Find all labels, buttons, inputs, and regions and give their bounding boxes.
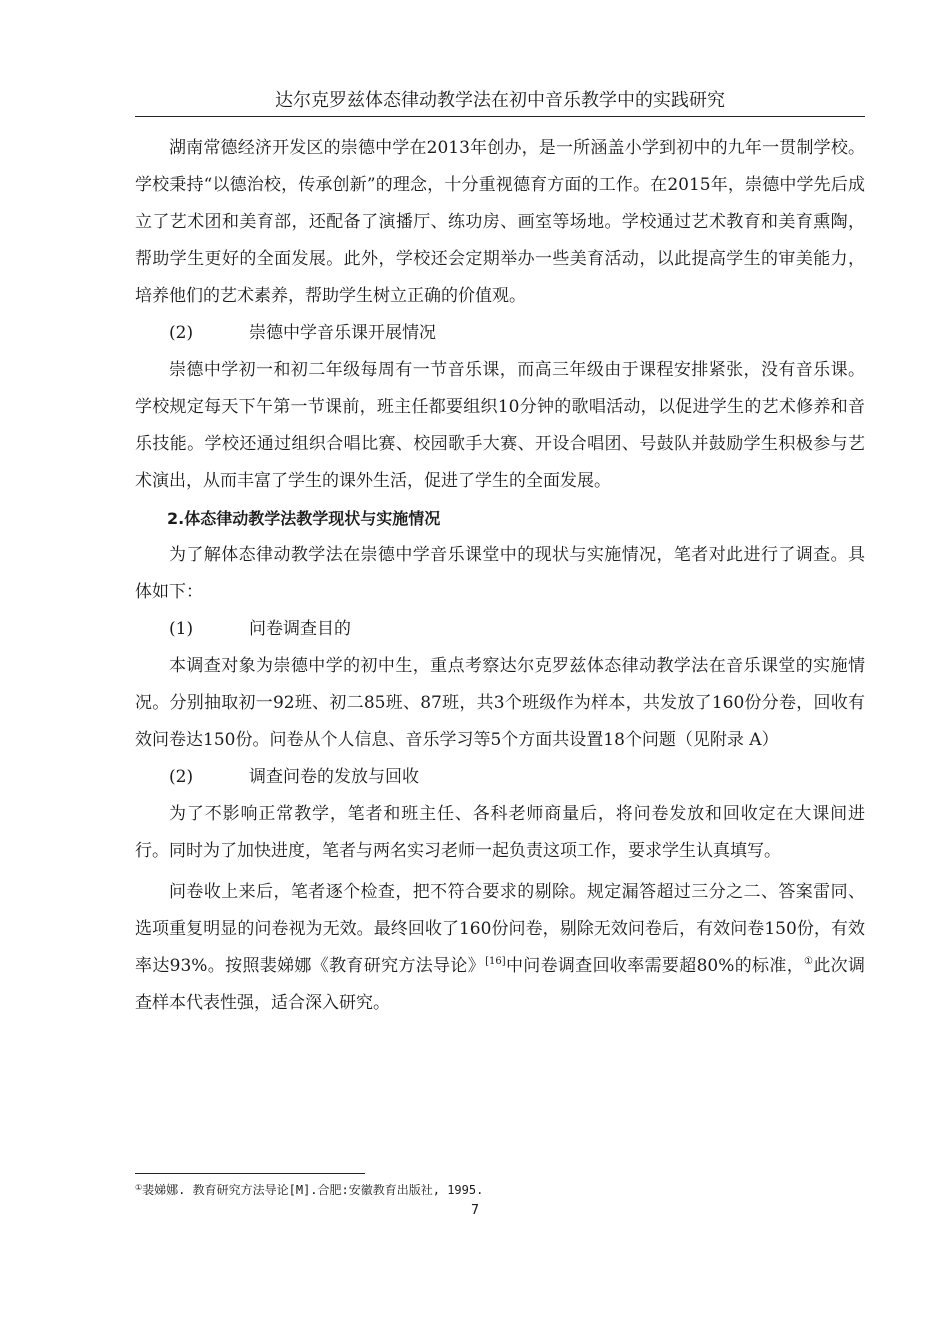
footnote-text: 裴娣娜. 教育研究方法导论[M].合肥:安徽教育出版社, 1995. bbox=[142, 1183, 484, 1197]
citation-reference: [16] bbox=[485, 956, 506, 967]
list-item-label: 问卷调查目的 bbox=[249, 619, 351, 639]
results-text-part-1: 问卷收上来后，笔者逐个检查，把不符合要求的剔除。规定漏答超过三分之二、答案雷同、选项重复明显的问卷视为无效。最终回收了160份问卷，剔除无效问卷后，有效问卷150份，有效率达93%。按照裴娣娜《教育研究方法导论》 bbox=[135, 882, 865, 976]
list-item-label: 调查问卷的发放与回收 bbox=[249, 767, 419, 787]
results-text-part-2: 中问卷调查回收率需要超80%的标准， bbox=[505, 956, 805, 976]
list-item-number: (2) bbox=[169, 767, 194, 787]
page-number: 7 bbox=[470, 1203, 480, 1218]
footnote bbox=[135, 1181, 865, 1199]
paragraph-survey-results bbox=[135, 874, 865, 1022]
paragraph-survey-purpose: 本调查对象为崇德中学的初中生，重点考察达尔克罗兹体态律动教学法在音乐课堂的实施情况。分别抽取初一92班、初二85班、87班，共3个班级作为样本，共发放了160份分卷，回收有效问卷达150份。问卷从个人信息、音乐学习等5个方面共设置18个问题（见附录 A） bbox=[135, 656, 865, 750]
paragraph-survey-distribution: 为了不影响正常教学，笔者和班主任、各科老师商量后，将问卷发放和回收定在大课间进行。同时为了加快进度，笔者与两名实习老师一起负责这项工作，要求学生认真填写。 bbox=[135, 804, 865, 861]
body-text bbox=[135, 130, 865, 1022]
footnote-divider bbox=[135, 1173, 365, 1174]
header-title: 达尔克罗兹体态律动教学法在初中音乐教学中的实践研究 bbox=[275, 90, 725, 111]
footnote-marker: ① bbox=[804, 956, 814, 967]
paragraph-music-class: 崇德中学初一和初二年级每周有一节音乐课，而高三年级由于课程安排紧张，没有音乐课。学校规定每天下午第一节课前，班主任都要组织10分钟的歌唱活动，以促进学生的艺术修养和音乐技能。学校还通过组织合唱比赛、校园歌手大赛、开设合唱团、号鼓队并鼓励学生积极参与艺术演出，从而丰富了学生的课外生活，促进了学生的全面发展。 bbox=[135, 360, 865, 491]
section-heading: 2.体态律动教学法教学现状与实施情况 bbox=[167, 509, 441, 528]
list-item-survey-distribution bbox=[135, 759, 865, 796]
list-item-number: (2) bbox=[169, 323, 194, 343]
list-item-label: 崇德中学音乐课开展情况 bbox=[249, 323, 436, 343]
results-text-part-3: 此次调查样本代表性强，适合深入研究。 bbox=[135, 956, 865, 1013]
list-item-survey-purpose bbox=[135, 611, 865, 648]
list-item-music-class bbox=[135, 315, 865, 352]
running-header bbox=[135, 88, 865, 117]
footnote-mark: ① bbox=[135, 1183, 143, 1192]
list-item-number: (1) bbox=[169, 619, 194, 639]
paragraph-school-intro: 湖南常德经济开发区的崇德中学在2013年创办，是一所涵盖小学到初中的九年一贯制学校。学校秉持“以德治校，传承创新”的理念，十分重视德育方面的工作。在2015年，崇德中学先后成立了艺术团和美育部，还配备了演播厅、练功房、画室等场地。学校通过艺术教育和美育熏陶，帮助学生更好的全面发展。此外，学校还会定期举办一些美育活动，以此提高学生的审美能力，培养他们的艺术素养，帮助学生树立正确的价值观。 bbox=[135, 138, 865, 306]
paragraph-survey-intro: 为了解体态律动教学法在崇德中学音乐课堂中的现状与实施情况，笔者对此进行了调查。具体如下： bbox=[135, 545, 865, 602]
